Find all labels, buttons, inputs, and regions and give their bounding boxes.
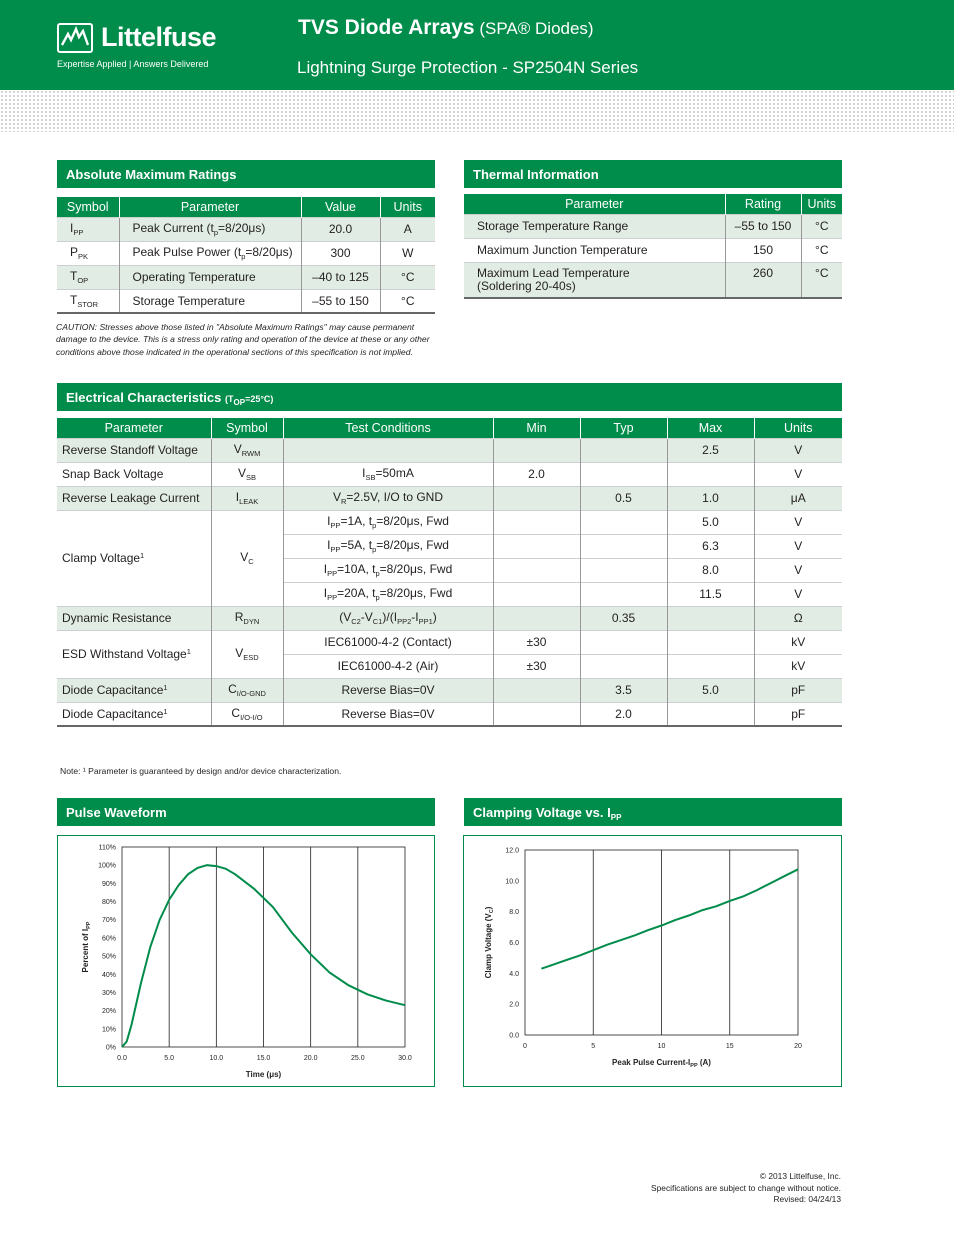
- parameter-cell: ESD Withstand Voltage$^1$: [57, 630, 211, 678]
- value-cell: –55 to 150: [301, 289, 380, 313]
- col-header: Min: [493, 418, 580, 438]
- abs-max-section-title: Absolute Maximum Ratings: [57, 160, 435, 188]
- x-tick-label: 10: [657, 1043, 666, 1050]
- min-cell: [493, 438, 580, 462]
- condition-cell: Reverse Bias=0V: [283, 702, 493, 726]
- typ-cell: 0.5: [580, 486, 667, 510]
- units-cell: μA: [754, 486, 842, 510]
- x-tick-label: 5.0: [164, 1055, 175, 1062]
- typ-cell: [580, 630, 667, 654]
- y-tick-label: 40%: [101, 971, 116, 979]
- parameter-cell: Operating Temperature: [119, 265, 301, 289]
- parameter-cell: Diode Capacitance$^1$: [57, 678, 211, 702]
- table-row: [57, 630, 842, 654]
- rating-cell: 260: [725, 262, 801, 298]
- col-header: Max: [667, 418, 754, 438]
- max-cell: [667, 702, 754, 726]
- littelfuse-mark-icon: [57, 23, 93, 53]
- parameter-cell: Storage Temperature: [119, 289, 301, 313]
- x-tick-label: 0.0: [117, 1055, 127, 1062]
- abs-max-table: [57, 197, 435, 314]
- document-subtitle: Lightning Surge Protection - SP2504N Series: [297, 58, 639, 77]
- typ-cell: 3.5: [580, 678, 667, 702]
- copyright: © 2013 Littelfuse, Inc.: [759, 1171, 841, 1181]
- max-cell: [667, 630, 754, 654]
- units-cell: kV: [754, 630, 842, 654]
- symbol-cell: $V_{RWM}$: [211, 438, 283, 462]
- units-cell: V: [754, 438, 842, 462]
- table-row: [57, 241, 435, 265]
- symbol-cell: $I_{PP}$: [57, 217, 119, 241]
- units-cell: kV: [754, 654, 842, 678]
- condition-cell: $(V_{C2}-V_{C1})/(I_{PP2}-I_{PP1})$: [283, 606, 493, 630]
- col-header: Typ: [580, 418, 667, 438]
- condition-cell: $I_{PP}=5A$, $t_p=8/20\mu s$, Fwd: [283, 534, 493, 558]
- x-tick-label: 15: [725, 1043, 734, 1050]
- max-cell: [667, 606, 754, 630]
- units-cell: Ω: [754, 606, 842, 630]
- max-cell: 6.3: [667, 534, 754, 558]
- units-cell: pF: [754, 702, 842, 726]
- footnote: Note: ¹ Parameter is guaranteed by design and/or device characterization.: [60, 766, 342, 776]
- units-cell: V: [754, 510, 842, 534]
- y-tick-label: 0%: [105, 1044, 116, 1052]
- units-cell: °C: [801, 238, 842, 262]
- units-cell: °C: [380, 289, 435, 313]
- min-cell: 2.0: [493, 462, 580, 486]
- max-cell: 1.0: [667, 486, 754, 510]
- min-cell: [493, 558, 580, 582]
- y-tick-label: 0.0: [509, 1032, 519, 1040]
- pulse-chart-frame: [57, 835, 435, 1087]
- y-tick-label: 80%: [101, 899, 116, 907]
- col-header: Symbol: [57, 197, 119, 217]
- y-tick-label: 12.0: [505, 847, 519, 855]
- pulse-section-title: Pulse Waveform: [57, 798, 435, 826]
- typ-cell: [580, 534, 667, 558]
- units-cell: V: [754, 534, 842, 558]
- y-tick-label: 10%: [101, 1026, 116, 1034]
- min-cell: [493, 486, 580, 510]
- rating-cell: –55 to 150: [725, 214, 801, 238]
- units-cell: V: [754, 558, 842, 582]
- symbol-cell: $C_{I/O-GND}$: [211, 678, 283, 702]
- disclaimer: Specifications are subject to change without notice.: [651, 1182, 841, 1193]
- symbol-cell: $V_C$: [211, 510, 283, 606]
- table-row: [464, 238, 842, 262]
- col-header: Value: [301, 197, 380, 217]
- typ-cell: 2.0: [580, 702, 667, 726]
- y-tick-label: 30%: [101, 989, 116, 997]
- rating-cell: 150: [725, 238, 801, 262]
- parameter-cell: Peak Pulse Power $(t_p=8/20\mu s)$: [119, 241, 301, 265]
- units-cell: °C: [801, 262, 842, 298]
- units-cell: V: [754, 462, 842, 486]
- min-cell: [493, 510, 580, 534]
- col-header: Units: [380, 197, 435, 217]
- col-header: Units: [754, 418, 842, 438]
- brand-name: Littelfuse: [101, 22, 217, 52]
- table-row: [57, 678, 842, 702]
- y-tick-label: 4.0: [509, 970, 519, 978]
- max-cell: 5.0: [667, 510, 754, 534]
- condition-cell: IEC61000-4-2 (Air): [283, 654, 493, 678]
- y-axis-label: Percent of $I_{PP}$: [81, 921, 92, 973]
- min-cell: [493, 606, 580, 630]
- y-tick-label: 20%: [101, 1008, 116, 1016]
- typ-cell: [580, 510, 667, 534]
- table-row: [57, 510, 842, 534]
- col-header: Parameter: [119, 197, 301, 217]
- symbol-cell: $P_{PK}$: [57, 241, 119, 265]
- x-tick-label: 0: [523, 1043, 527, 1050]
- table-row: [57, 438, 842, 462]
- parameter-cell: Maximum Lead Temperature (Soldering 20-40s): [464, 262, 725, 298]
- units-cell: °C: [380, 265, 435, 289]
- units-cell: °C: [801, 214, 842, 238]
- table-row: [57, 486, 842, 510]
- max-cell: [667, 654, 754, 678]
- parameter-cell: Reverse Leakage Current: [57, 486, 211, 510]
- table-row: [57, 462, 842, 486]
- table-row: [57, 217, 435, 241]
- parameter-cell: Storage Temperature Range: [464, 214, 725, 238]
- col-header: Parameter: [464, 194, 725, 214]
- y-tick-label: 90%: [101, 880, 116, 888]
- symbol-cell: $V_{ESD}$: [211, 630, 283, 678]
- y-tick-label: 100%: [98, 862, 116, 870]
- thermal-section-title: Thermal Information: [464, 160, 842, 188]
- x-tick-label: 15.0: [256, 1055, 271, 1062]
- value-cell: 20.0: [301, 217, 380, 241]
- col-header: Parameter: [57, 418, 211, 438]
- y-tick-label: 50%: [101, 953, 116, 961]
- x-axis-label: Peak Pulse Current-$I_{PP}$ (A): [612, 1058, 711, 1069]
- parameter-cell: Dynamic Resistance: [57, 606, 211, 630]
- typ-cell: [580, 558, 667, 582]
- condition-cell: $I_{PP}=1A$, $t_p=8/20\mu s$, Fwd: [283, 510, 493, 534]
- y-tick-label: 2.0: [509, 1001, 519, 1009]
- parameter-cell: Diode Capacitance$^1$: [57, 702, 211, 726]
- condition-cell: $I_{PP}=10A$, $t_p=8/20\mu s$, Fwd: [283, 558, 493, 582]
- x-tick-label: 30.0: [398, 1055, 412, 1062]
- page-header: [0, 0, 954, 90]
- electrical-table: [57, 418, 842, 727]
- table-row: [464, 262, 842, 298]
- clamping-voltage-chart: [464, 836, 841, 1086]
- dot-pattern-band: [0, 90, 954, 132]
- typ-cell: [580, 438, 667, 462]
- condition-cell: IEC61000-4-2 (Contact): [283, 630, 493, 654]
- parameter-cell: Maximum Junction Temperature: [464, 238, 725, 262]
- min-cell: [493, 702, 580, 726]
- x-tick-label: 5: [591, 1043, 596, 1050]
- x-tick-label: 25.0: [351, 1055, 365, 1062]
- y-tick-label: 110%: [98, 844, 116, 852]
- max-cell: 2.5: [667, 438, 754, 462]
- units-cell: V: [754, 582, 842, 606]
- table-row: [57, 702, 842, 726]
- revision-date: Revised: 04/24/13: [773, 1194, 841, 1204]
- x-tick-label: 10.0: [209, 1055, 224, 1062]
- units-cell: W: [380, 241, 435, 265]
- typ-cell: [580, 462, 667, 486]
- table-row: [57, 289, 435, 313]
- y-tick-label: 70%: [101, 917, 116, 925]
- brand-tagline: Expertise Applied | Answers Delivered: [57, 59, 209, 69]
- y-tick-label: 8.0: [509, 909, 519, 917]
- typ-cell: [580, 654, 667, 678]
- max-cell: 8.0: [667, 558, 754, 582]
- min-cell: [493, 582, 580, 606]
- y-axis-label: Clamp Voltage $(V_C)$: [484, 906, 495, 979]
- min-cell: [493, 678, 580, 702]
- condition-cell: $V_R=2.5V$, I/O to GND: [283, 486, 493, 510]
- electrical-section-title: Electrical Characteristics $(T_{OP}=25^\circ C)$: [57, 383, 842, 411]
- y-tick-label: 6.0: [509, 940, 519, 947]
- table-row: [57, 606, 842, 630]
- col-header: Symbol: [211, 418, 283, 438]
- value-cell: 300: [301, 241, 380, 265]
- table-row: [464, 214, 842, 238]
- parameter-cell: Snap Back Voltage: [57, 462, 211, 486]
- condition-cell: $I_{SB}=50mA$: [283, 462, 493, 486]
- symbol-cell: $T_{OP}$: [57, 265, 119, 289]
- brand-logo: [57, 20, 242, 72]
- clamping-section-title: Clamping Voltage vs. $I_{PP}$: [464, 798, 842, 826]
- max-cell: 11.5: [667, 582, 754, 606]
- symbol-cell: $C_{I/O-I/O}$: [211, 702, 283, 726]
- symbol-cell: $V_{SB}$: [211, 462, 283, 486]
- document-title: TVS Diode Arrays (SPA® Diodes): [298, 16, 594, 39]
- table-row: [57, 265, 435, 289]
- x-tick-label: 20.0: [303, 1055, 318, 1062]
- max-cell: 5.0: [667, 678, 754, 702]
- x-tick-label: 20: [794, 1043, 802, 1050]
- typ-cell: 0.35: [580, 606, 667, 630]
- condition-cell: [283, 438, 493, 462]
- col-header: Rating: [725, 194, 801, 214]
- units-cell: pF: [754, 678, 842, 702]
- parameter-cell: Reverse Standoff Voltage: [57, 438, 211, 462]
- symbol-cell: $R_{DYN}$: [211, 606, 283, 630]
- min-cell: [493, 534, 580, 558]
- parameter-cell: Peak Current $(t_p=8/20\mu s)$: [119, 217, 301, 241]
- condition-cell: $I_{PP}=20A$, $t_p=8/20\mu s$, Fwd: [283, 582, 493, 606]
- condition-cell: Reverse Bias=0V: [283, 678, 493, 702]
- col-header: Units: [801, 194, 842, 214]
- symbol-cell: $I_{LEAK}$: [211, 486, 283, 510]
- typ-cell: [580, 582, 667, 606]
- col-header: Test Conditions: [283, 418, 493, 438]
- y-tick-label: 10.0: [505, 878, 519, 886]
- y-tick-label: 60%: [101, 935, 116, 943]
- value-cell: –40 to 125: [301, 265, 380, 289]
- units-cell: A: [380, 217, 435, 241]
- symbol-cell: $T_{STOR}$: [57, 289, 119, 313]
- min-cell: ±30: [493, 630, 580, 654]
- min-cell: ±30: [493, 654, 580, 678]
- max-cell: [667, 462, 754, 486]
- pulse-waveform-chart: [58, 836, 434, 1086]
- clamping-chart-frame: [463, 835, 842, 1087]
- thermal-table: [464, 194, 842, 299]
- page-footer: [651, 1171, 841, 1206]
- parameter-cell: Clamp Voltage$^1$: [57, 510, 211, 606]
- caution-note: CAUTION: Stresses above those listed in "Absolute Maximum Ratings" may cause permanent damage to the device. This is a stress only rating and operation of the device at these or any other conditions above those indicated in the operational sections of this specification is not implied.: [56, 322, 430, 357]
- x-axis-label: Time (μs): [245, 1070, 282, 1079]
